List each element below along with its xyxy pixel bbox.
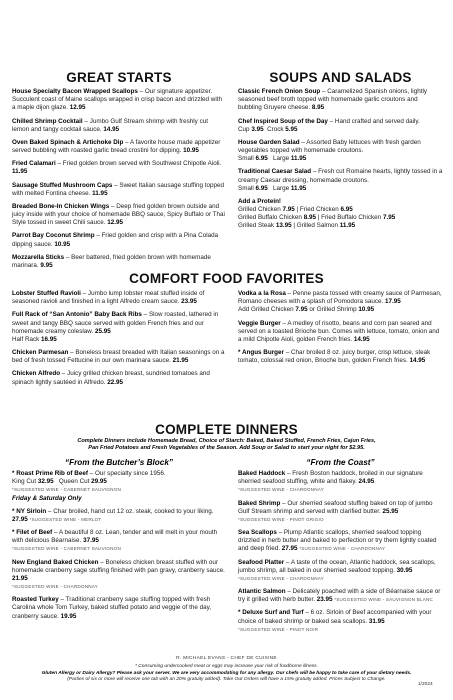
menu-item: * Filet of Beef – A beautiful 8 oz. Lean, tender and will melt in your mouth with delicious Béarnaise. 37.95 *SUGGESTED WINE - CABERNET SAUVIGNON <box>12 529 218 552</box>
menu-date: 1/2024 <box>418 682 433 687</box>
menu-item: Oven Baked Spinach & Artichoke Dip – A favorite house made appetizer served bubbling with roasted garlic bread crostini for dipping. 10.95 <box>12 138 221 155</box>
protein-row: Grilled Steak 13.95 | Grilled Salmon 11.95 <box>238 222 356 230</box>
menu-item: New England Baked Chicken – Boneless chicken breast stuffed with our homemade cranberry sage stuffing finished with pan gravy, cranberry sauce. 21.95 *SUGGESTED WINE - CHARDONNAY <box>12 558 225 590</box>
menu-item: Fried Calamari – Fried golden brown served with Southwest Chipotle Aioli. 11.95 <box>12 160 222 176</box>
menu-item: Chilled Shrimp Cocktail – Jumbo Gulf Stream shrimp with freshly cut lemon and tangy cocktail sauce. 14.95 <box>12 117 208 133</box>
menu-item: Chicken Parmesan – Boneless breast breaded with Italian seasonings on a bed of fresh tossed Fettucine in our own marinara sauce. 21.95 <box>12 349 225 365</box>
menu-item: Atlantic Salmon – Delicately poached with a side of Béarnaise sauce or try it grilled with herb butter. 23.95 *SUGGESTED WINE - SAUVIGNON BLANC <box>238 588 441 604</box>
comfort-left-list <box>12 290 226 392</box>
soups-salads-list <box>238 88 443 236</box>
menu-item: Chef Inspired Soup of the Day – Hand crafted and served daily. Cup 3.95 Crock 5.95 <box>238 117 420 133</box>
menu-item: * NY Sirloin – Char broiled, hand cut 12 oz. steak, cooked to your liking. 27.95 *SUGGESTED WINE - MERLOT <box>12 507 214 523</box>
menu-item: Parrot Bay Coconut Shrimp – Fried golden and crisp with a Pina Colada dipping sauce. 10.95 <box>12 232 219 248</box>
menu-item: * Deluxe Surf and Turf – 6 oz. Sirloin of Beef accompanied with your choice of baked shrimp or baked sea scallops. 31.95 *SUGGESTED WINE - PINOT NOIR <box>238 609 432 632</box>
menu-item: Chicken Alfredo – Juicy grilled chicken breast, sundried tomatoes and spinach lightly sautéed in Alfredo. 22.95 <box>12 370 210 386</box>
protein-row: Grilled Buffalo Chicken 8.95 | Fried Buffalo Chicken 7.95 <box>238 214 396 222</box>
menu-item: Baked Haddock – Fresh Boston haddock, broiled in our signature sherried seafood stuffing, white and flakey. 24.95 *SUGGESTED WINE - CHARDONNAY <box>238 470 423 493</box>
menu-item: Breaded Bone-In Chicken Wings – Deep fried golden brown outside and juicy inside with your choice of homemade BBQ sauce, Spicy Buffalo or Thai Style tossed in sweet Chili sauce. 12.95 <box>12 202 225 227</box>
great-starts-list <box>12 88 226 275</box>
menu-item: House Garden Salad – Assorted Baby lettuces with fresh garden vegetables topped with homemade croutons. Small 6.95 Large 11.95 <box>238 138 421 163</box>
menu-item: Roasted Turkey – Traditional cranberry sage stuffing topped with fresh Carolina whole Tom Turkey, baked stuffed potato and veggie of the day, cranberry sauce. 19.95 <box>12 596 212 620</box>
protein-addons <box>238 198 443 231</box>
menu-item: * Angus Burger – Char broiled 8 oz. juicy burger, crisp lettuce, steak tomato, colossal red onion, Brioche bun, golden French fries. 14.95 <box>238 349 431 365</box>
menu-item: House Specialty Bacon Wrapped Scallops – Our signature appetizer. Succulent coast of Maine scallops wrapped in crisp bacon and drizzled with a maple dijon glaze. 12.95 <box>12 88 223 112</box>
chef-credit: R. MICHAEL EVANS - CHEF DE CUISINE <box>176 656 277 661</box>
butcher-title: “From the Butcher’s Block” <box>65 458 173 467</box>
menu-item: Lobster Stuffed Ravioli – Jumbo lump lobster meat stuffed inside of seasoned ravioli and finished in a light Alfredo cream sauce. 23.95 <box>12 290 205 306</box>
menu-item: Mozzarella Sticks – Beer battered, fried golden brown with homemade marinara. 9.95 <box>12 253 211 269</box>
menu-item: Classic French Onion Soup – Caramelized Spanish onions, lightly seasoned beef broth topped with homemade garlic croutons and bubbling Gruyere cheese. 8.95 <box>238 88 427 112</box>
menu-item: Veggie Burger – A medley of risotto, beans and corn pan seared and served on a toasted Brioche bun. Comes with lettuce, tomato, onion and a mild Chipotle Aioli, golden French fries. 14.95 <box>238 319 440 343</box>
footer-notes: * Consuming undercooked meat or eggs may increase your risk of foodborne illness. Gluten Allergy or Dairy Allergy? Please ask your server. We are very accommodating for any allergy. Our chefs will be happy to take care of your dietary needs. (Parties of six or more will receive one tab with an 20% gratuity added). Take Out Orders will have a 15% gratuity added. Prices Subject to Change. <box>41 664 412 683</box>
coast-title: “From the Coast” <box>306 458 375 467</box>
dinners-note: Complete Dinners include Homemade Bread, Choice of Starch: Baked, Baked Stuffed, French Fries, Cajun Fries, Pan Fried Potatoes and Fresh Vegetables of the Season. Add Soup or Salad to start your night for $2.95. <box>77 438 376 452</box>
menu-item: Traditional Caesar Salad – Fresh cut Romaine hearts, lightly tossed in a creamy Caesar dressing, homemade croutons. Small 6.95 Large 11.95 <box>238 168 443 192</box>
butcher-list <box>12 470 226 626</box>
menu-item: Vodka a la Rosa – Penne pasta tossed with creamy sauce of Parmesan, Romano cheeses with a splash of Pomodora sauce. 17.95 Add Grilled Chicken 7.95 or Grilled Shrimp 10.95 <box>238 290 442 314</box>
great-starts-title: GREAT STARTS <box>66 70 172 85</box>
coast-list <box>238 470 443 639</box>
menu-item: Baked Shrimp – Our sherried seafood stuffing baked on top of jumbo Gulf Stream shrimp and served with clarified butter. 25.95 *SUGGESTED WINE - PINOT GRIGIO <box>238 499 433 522</box>
menu-item: * Roast Prime Rib of Beef – Our specialty since 1956. King Cut 32.95 Queen Cut 29.95 *SUGGESTED WINE - CABERNET SAUVIGNON Friday & Saturday Only <box>12 470 166 502</box>
menu-item: Full Rack of “San Antonio” Baby Back Ribs – Slow roasted, lathered in sweet and tangy BBQ sauce served with golden French fries and our homemade creamy coleslaw. 25.95 Half Rack 16.95 <box>12 311 219 343</box>
menu-item: Seafood Platter – A taste of the ocean, Atlantic haddock, sea scallops, jumbo shrimp, all baked in our sherried seafood topping. 30.95 *SUGGESTED WINE - CHARDONNAY <box>238 558 436 581</box>
comfort-title: COMFORT FOOD FAVORITES <box>129 271 324 286</box>
protein-row: Grilled Chicken 7.95 | Fried Chicken 6.95 <box>238 206 353 214</box>
soups-salads-title: SOUPS AND SALADS <box>269 70 412 85</box>
dinners-title: COMPLETE DINNERS <box>155 422 298 437</box>
protein-title: Add a Protein! <box>238 197 282 205</box>
menu-item: Sausage Stuffed Mushroom Caps – Sweet Italian sausage stuffing topped with melted Fontina cheese. 11.95 <box>12 181 224 197</box>
menu-item: Sea Scallops – Plump Atlantic scallops, sherried seafood topping drizzled in herb butter and baked to perfection or try them lightly coated and deep fried. 27.95 *SUGGESTED WINE - CHARDONNAY <box>238 529 437 553</box>
comfort-right-list <box>238 290 443 370</box>
